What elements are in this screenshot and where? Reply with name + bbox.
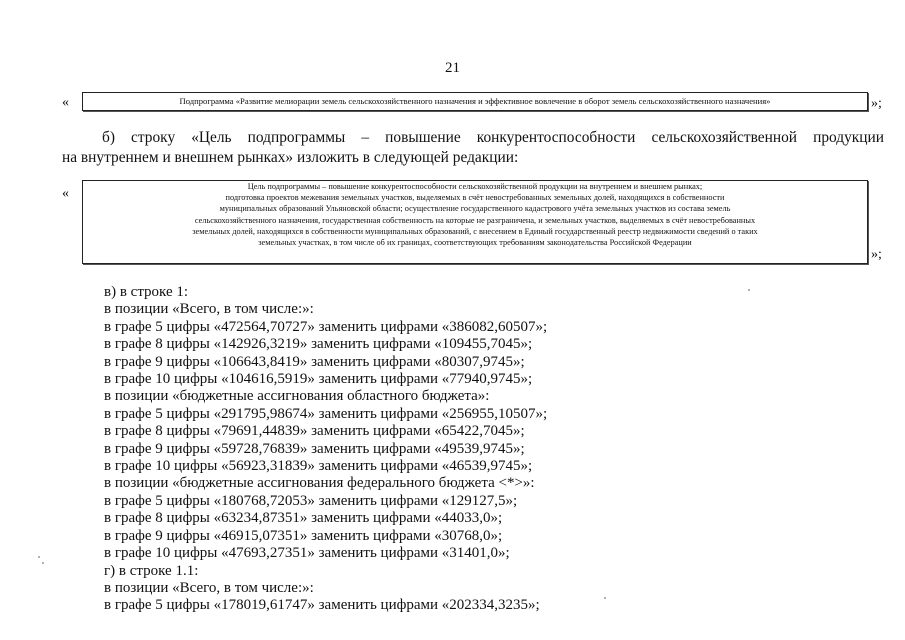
list-item: в графе 10 цифры «56923,31839» заменить цифрами «46539,9745»; — [104, 458, 533, 475]
goal-line: Цель подпрограммы – повышение конкурентоспособности сельскохозяйственной продукции на внутреннем и внешнем рынках; — [247, 182, 703, 191]
subprogram-title-box — [82, 92, 868, 111]
list-item: в графе 5 цифры «180768,72053» заменить цифрами «129127,5»; — [104, 492, 518, 509]
list-item: в позиции «бюджетные ассигнования областного бюджета»: — [104, 388, 490, 405]
list-item: в) в строке 1: — [104, 284, 189, 300]
list-item: в графе 10 цифры «47693,27351» заменить цифрами «31401,0»; — [104, 545, 510, 562]
list-item: в графе 8 цифры «79691,44839» заменить цифрами «65422,7045»; — [104, 423, 525, 440]
goal-line: земельных долей, находящихся в собственности муниципальных образований, с внесением в Единый государственный реестр недвижимости сведений о таких — [192, 226, 758, 236]
list-item: в графе 8 цифры «63234,87351» заменить цифрами «44033,0»; — [104, 510, 503, 527]
list-item: в позиции «Всего, в том числе:»: — [104, 301, 314, 318]
list-item: в графе 9 цифры «46915,07351» заменить цифрами «30768,0»; — [104, 527, 503, 544]
list-item: в позиции «Всего, в том числе:»: — [104, 579, 314, 596]
close-quote-2: »; — [871, 247, 882, 262]
amendment-paragraph-b — [62, 128, 884, 167]
scan-speck — [748, 289, 750, 291]
scan-speck — [42, 562, 44, 564]
close-quote-1: »; — [871, 96, 882, 111]
goal-line: земельных участках, в том числе об их границах, соответствующих требованиям законодательства Российской Федерации — [258, 238, 692, 248]
goal-line: подготовка проектов межевания земельных участков, выделяемых в счёт невостребованных земельных долей, находящихся в собственности — [225, 193, 725, 203]
amendment-list — [104, 284, 864, 615]
open-quote-1: « — [62, 95, 69, 110]
scan-speck — [604, 597, 606, 599]
list-item: г) в строке 1.1: — [104, 562, 199, 579]
list-item: в графе 10 цифры «104616,5919» заменить цифрами «77940,9745»; — [104, 371, 533, 388]
paragraph-line-1: б) строку «Цель подпрограммы – повышение конкурентоспособности сельскохозяйственной продукции — [102, 129, 884, 146]
paragraph-line-2: на внутреннем и внешнем рынках» изложить в следующей редакции: — [62, 148, 519, 166]
list-item: в графе 9 цифры «106643,8419» заменить цифрами «80307,9745»; — [104, 353, 525, 370]
list-item: в графе 8 цифры «142926,3219» заменить цифрами «109455,7045»; — [104, 336, 533, 353]
open-quote-2: « — [62, 186, 69, 201]
goal-line: сельскохозяйственного назначения, государственная собственность на которые не разграничена, и земельных участков, выделяемых в счёт невостребованных — [194, 215, 756, 225]
page-number: 21 — [445, 60, 460, 76]
subprogram-prefix: Подпрограмма — [179, 96, 234, 106]
goal-line: муниципальных образований Ульяновской области; осуществление государственного кадастрового учёта земельных участков из состава земель — [219, 204, 731, 214]
scan-speck — [38, 556, 40, 558]
list-item: в графе 5 цифры «178019,61747» заменить цифрами «202334,3235»; — [104, 597, 540, 614]
list-item: в графе 5 цифры «472564,70727» заменить цифрами «386082,60507»; — [104, 318, 548, 335]
subprogram-title: «Развитие мелиорации земель сельскохозяйственного назначения и эффективное вовлечение в оборот земель сельскохозяйственного назначения» — [235, 96, 771, 106]
list-item: в позиции «бюджетные ассигнования федерального бюджета <*>»: — [104, 475, 535, 492]
list-item: в графе 5 цифры «291795,98674» заменить цифрами «256955,10507»; — [104, 405, 548, 422]
goal-text-box — [82, 180, 868, 264]
list-item: в графе 9 цифры «59728,76839» заменить цифрами «49539,9745»; — [104, 440, 525, 457]
